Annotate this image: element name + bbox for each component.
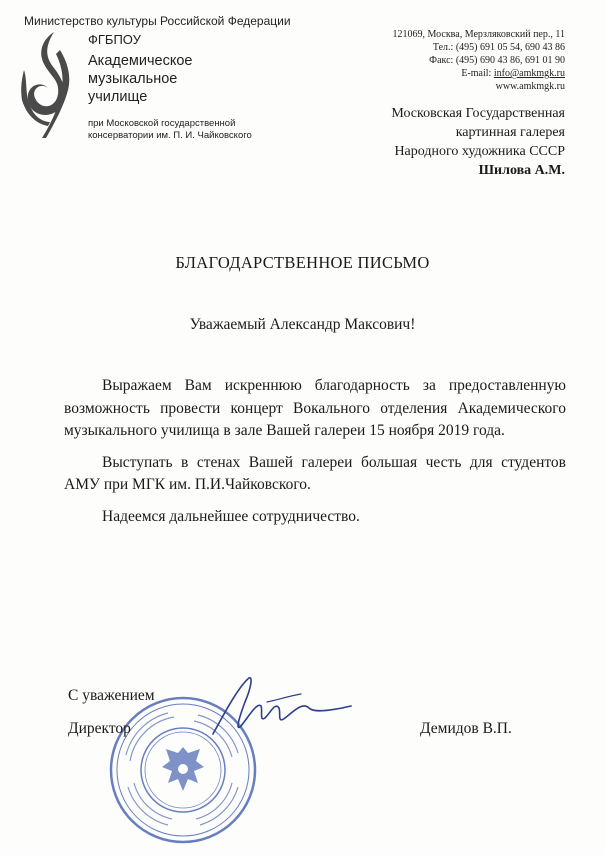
org-name-line: Академическое [88, 53, 193, 69]
address: 121069, Москва, Мерзляковский пер., 11 [392, 29, 565, 40]
recipient-line: Московская Государственная [391, 106, 565, 121]
org-affiliation [88, 118, 252, 142]
ministry-name: Министерство культуры Российской Федерации [24, 14, 291, 28]
website[interactable]: www.amkmgk.ru [495, 81, 565, 92]
org-short-name: ФГБПОУ [88, 32, 141, 47]
email-link[interactable]: info@amkmgk.ru [493, 68, 565, 79]
body-paragraph: Надеемся дальнейшее сотрудничество. [102, 507, 360, 525]
fax: Факс: (495) 690 43 86, 691 01 90 [429, 55, 565, 66]
email-label: E-mail: [461, 68, 494, 79]
body-paragraph: Выступать в стенах Вашей галереи большая честь для студентов АМУ при МГК им. П.И.Чайковского. [64, 453, 566, 493]
treble-clef-logo-icon [14, 30, 78, 140]
org-name-line: училище [88, 89, 148, 105]
document-title: БЛАГОДАРСТВЕННОЕ ПИСЬМО [175, 253, 430, 272]
body-paragraph: Выражаем Вам искреннюю благодарность за предоставленную возможность провести концерт Вокального отделения Академического музыкального училища в зале Вашей галереи 15 ноября 2019 года. [64, 377, 566, 439]
affiliation-line: при Московской государственной [88, 118, 236, 129]
phone: Тел.: (495) 691 05 54, 690 43 86 [432, 42, 565, 53]
recipient-line: картинная галерея [455, 125, 565, 140]
letter-body [64, 375, 566, 528]
affiliation-line: консерватории им. П. И. Чайковского [88, 130, 252, 141]
email-row [392, 67, 565, 80]
contacts-block [392, 28, 565, 93]
recipient-name: Шилова А.М. [478, 163, 565, 178]
handwritten-signature-icon [205, 672, 355, 752]
closing-phrase: С уважением [68, 687, 155, 704]
signer-position: Директор [68, 720, 131, 737]
signer-name: Демидов В.П. [420, 720, 512, 737]
recipient-block [391, 104, 565, 180]
greeting: Уважаемый Александр Максович! [189, 316, 416, 333]
org-name [88, 52, 238, 106]
org-name-line: музыкальное [88, 71, 178, 87]
recipient-line: Народного художника СССР [394, 144, 565, 159]
